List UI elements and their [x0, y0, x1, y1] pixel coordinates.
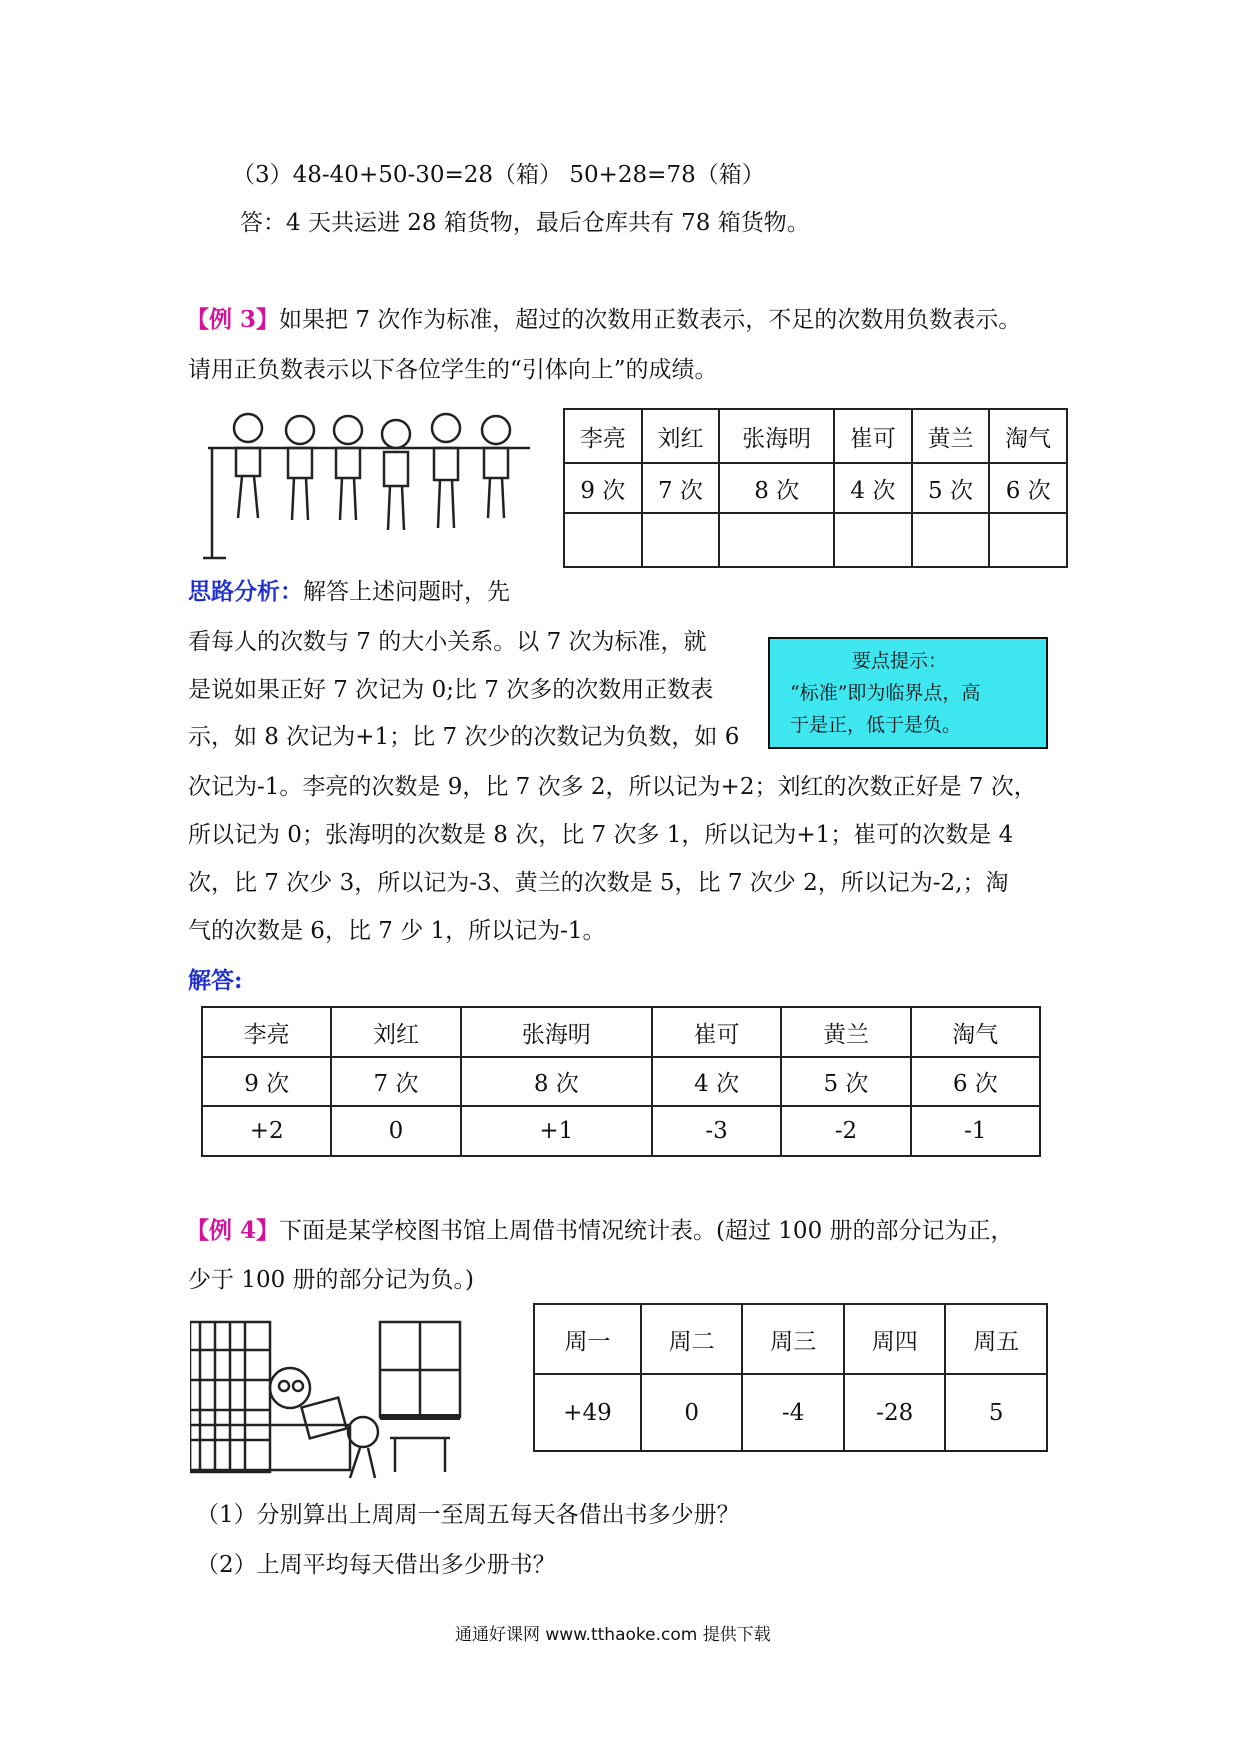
analysis-text: 示，如 8 次记为+1；比 7 次少的次数记为负数，如 6 — [188, 724, 740, 750]
tip-line: 于是正，低于是负。 — [790, 714, 962, 736]
table-cell: 黄兰 — [912, 409, 990, 463]
table-cell: 周二 — [641, 1304, 743, 1374]
table-cell: 周三 — [742, 1304, 844, 1374]
analysis-label: 思路分析： — [188, 578, 303, 605]
analysis-text: 次，比 7 次少 3，所以记为-3、黄兰的次数是 5，比 7 次少 2，所以记为-2,；淘 — [188, 870, 1009, 896]
table-cell: 8 次 — [461, 1057, 652, 1106]
table-cell: 刘红 — [642, 409, 720, 463]
example3-text1: 如果把 7 次作为标准，超过的次数用正数表示，不足的次数用负数表示。 — [279, 307, 1022, 333]
table-cell: 5 — [945, 1374, 1047, 1451]
tip-box — [768, 637, 1048, 749]
table-cell: -1 — [911, 1106, 1040, 1156]
table-cell: -4 — [742, 1374, 844, 1451]
student-figure — [334, 416, 362, 520]
footer-text: 通通好课网 www.tthaoke.com 提供下载 — [455, 1625, 771, 1645]
table-row — [202, 1007, 1040, 1057]
table-cell: 崔可 — [652, 1007, 781, 1057]
answer-label: 解答: — [188, 967, 243, 994]
calc-line: （3）48-40+50-30=28（箱） 50+28=78（箱） — [232, 162, 765, 188]
table-row — [564, 463, 1067, 513]
table-cell: 刘红 — [331, 1007, 460, 1057]
table-cell: 0 — [331, 1106, 460, 1156]
table-cell: 4 次 — [834, 463, 912, 513]
table-cell-empty — [912, 513, 990, 567]
pullup-illustration — [200, 408, 535, 568]
table-cell: 5 次 — [912, 463, 990, 513]
table-cell: -3 — [652, 1106, 781, 1156]
table-cell: 张海明 — [461, 1007, 652, 1057]
table-cell: 5 次 — [781, 1057, 910, 1106]
question-2: （2）上周平均每天借出多少册书？ — [196, 1552, 556, 1578]
tip-title: 要点提示： — [852, 650, 948, 672]
analysis-text: 所以记为 0；张海明的次数是 8 次，比 7 次多 1，所以记为+1；崔可的次数是 4 — [188, 822, 1014, 848]
student-figure — [382, 420, 410, 530]
table-row — [564, 513, 1067, 567]
table-cell: 淘气 — [911, 1007, 1040, 1057]
analysis-text: 气的次数是 6，比 7 少 1，所以记为-1。 — [188, 918, 606, 944]
table-cell: +1 — [461, 1106, 652, 1156]
table-row — [534, 1304, 1047, 1374]
student-figure — [234, 414, 262, 518]
student-figure — [432, 414, 460, 528]
table-cell: 周一 — [534, 1304, 641, 1374]
table-cell-empty — [642, 513, 720, 567]
analysis-text: 看每人的次数与 7 的大小关系。以 7 次为标准，就 — [188, 629, 707, 655]
table-cell: 崔可 — [834, 409, 912, 463]
analysis-line — [188, 577, 510, 607]
table-cell: +49 — [534, 1374, 641, 1451]
example4-line1 — [186, 1216, 1014, 1246]
student-figure — [482, 416, 510, 518]
example4-tag: 【例 4】 — [186, 1217, 280, 1244]
example3-table — [563, 408, 1068, 568]
table-cell: 张海明 — [719, 409, 834, 463]
example3-line1 — [186, 305, 1021, 335]
analysis-text: 解答上述问题时，先 — [303, 579, 510, 605]
table-row — [564, 409, 1067, 463]
table-cell-empty — [989, 513, 1067, 567]
table-row — [534, 1374, 1047, 1451]
answer-line: 答：4 天共运进 28 箱货物，最后仓库共有 78 箱货物。 — [240, 210, 810, 236]
table-row — [202, 1106, 1040, 1156]
table-cell: 李亮 — [202, 1007, 331, 1057]
table-cell: 周四 — [844, 1304, 946, 1374]
table-cell: 0 — [641, 1374, 743, 1451]
table-cell: 9 次 — [564, 463, 642, 513]
example3-tag: 【例 3】 — [186, 306, 280, 333]
table-cell-empty — [719, 513, 834, 567]
table-cell: +2 — [202, 1106, 331, 1156]
table-cell-empty — [834, 513, 912, 567]
tip-line: “标准”即为临界点，高 — [790, 682, 981, 704]
table-cell: -2 — [781, 1106, 910, 1156]
library-illustration — [190, 1320, 480, 1480]
example4-text1: 下面是某学校图书馆上周借书情况统计表。(超过 100 册的部分记为正， — [279, 1218, 1014, 1244]
table-cell-empty — [564, 513, 642, 567]
question-1: （1）分别算出上周周一至周五每天各借出书多少册？ — [196, 1502, 740, 1528]
table-cell: 4 次 — [652, 1057, 781, 1106]
table-cell: 李亮 — [564, 409, 642, 463]
table-cell: -28 — [844, 1374, 946, 1451]
table-cell: 周五 — [945, 1304, 1047, 1374]
example4-text2: 少于 100 册的部分记为负。) — [188, 1267, 474, 1293]
example4-table — [533, 1303, 1048, 1452]
table-cell: 7 次 — [331, 1057, 460, 1106]
table-cell: 9 次 — [202, 1057, 331, 1106]
table-cell: 淘气 — [989, 409, 1067, 463]
table-row — [202, 1057, 1040, 1106]
table-cell: 6 次 — [989, 463, 1067, 513]
student-figure — [286, 416, 314, 520]
table-cell: 黄兰 — [781, 1007, 910, 1057]
table-cell: 7 次 — [642, 463, 720, 513]
example3-text2: 请用正负数表示以下各位学生的“引体向上”的成绩。 — [188, 357, 718, 383]
answer-table — [201, 1006, 1041, 1157]
analysis-text: 次记为-1。李亮的次数是 9，比 7 次多 2，所以记为+2；刘红的次数正好是 7 次， — [188, 774, 1037, 800]
table-cell: 6 次 — [911, 1057, 1040, 1106]
table-cell: 8 次 — [719, 463, 834, 513]
analysis-text: 是说如果正好 7 次记为 0;比 7 次多的次数用正数表 — [188, 677, 714, 703]
